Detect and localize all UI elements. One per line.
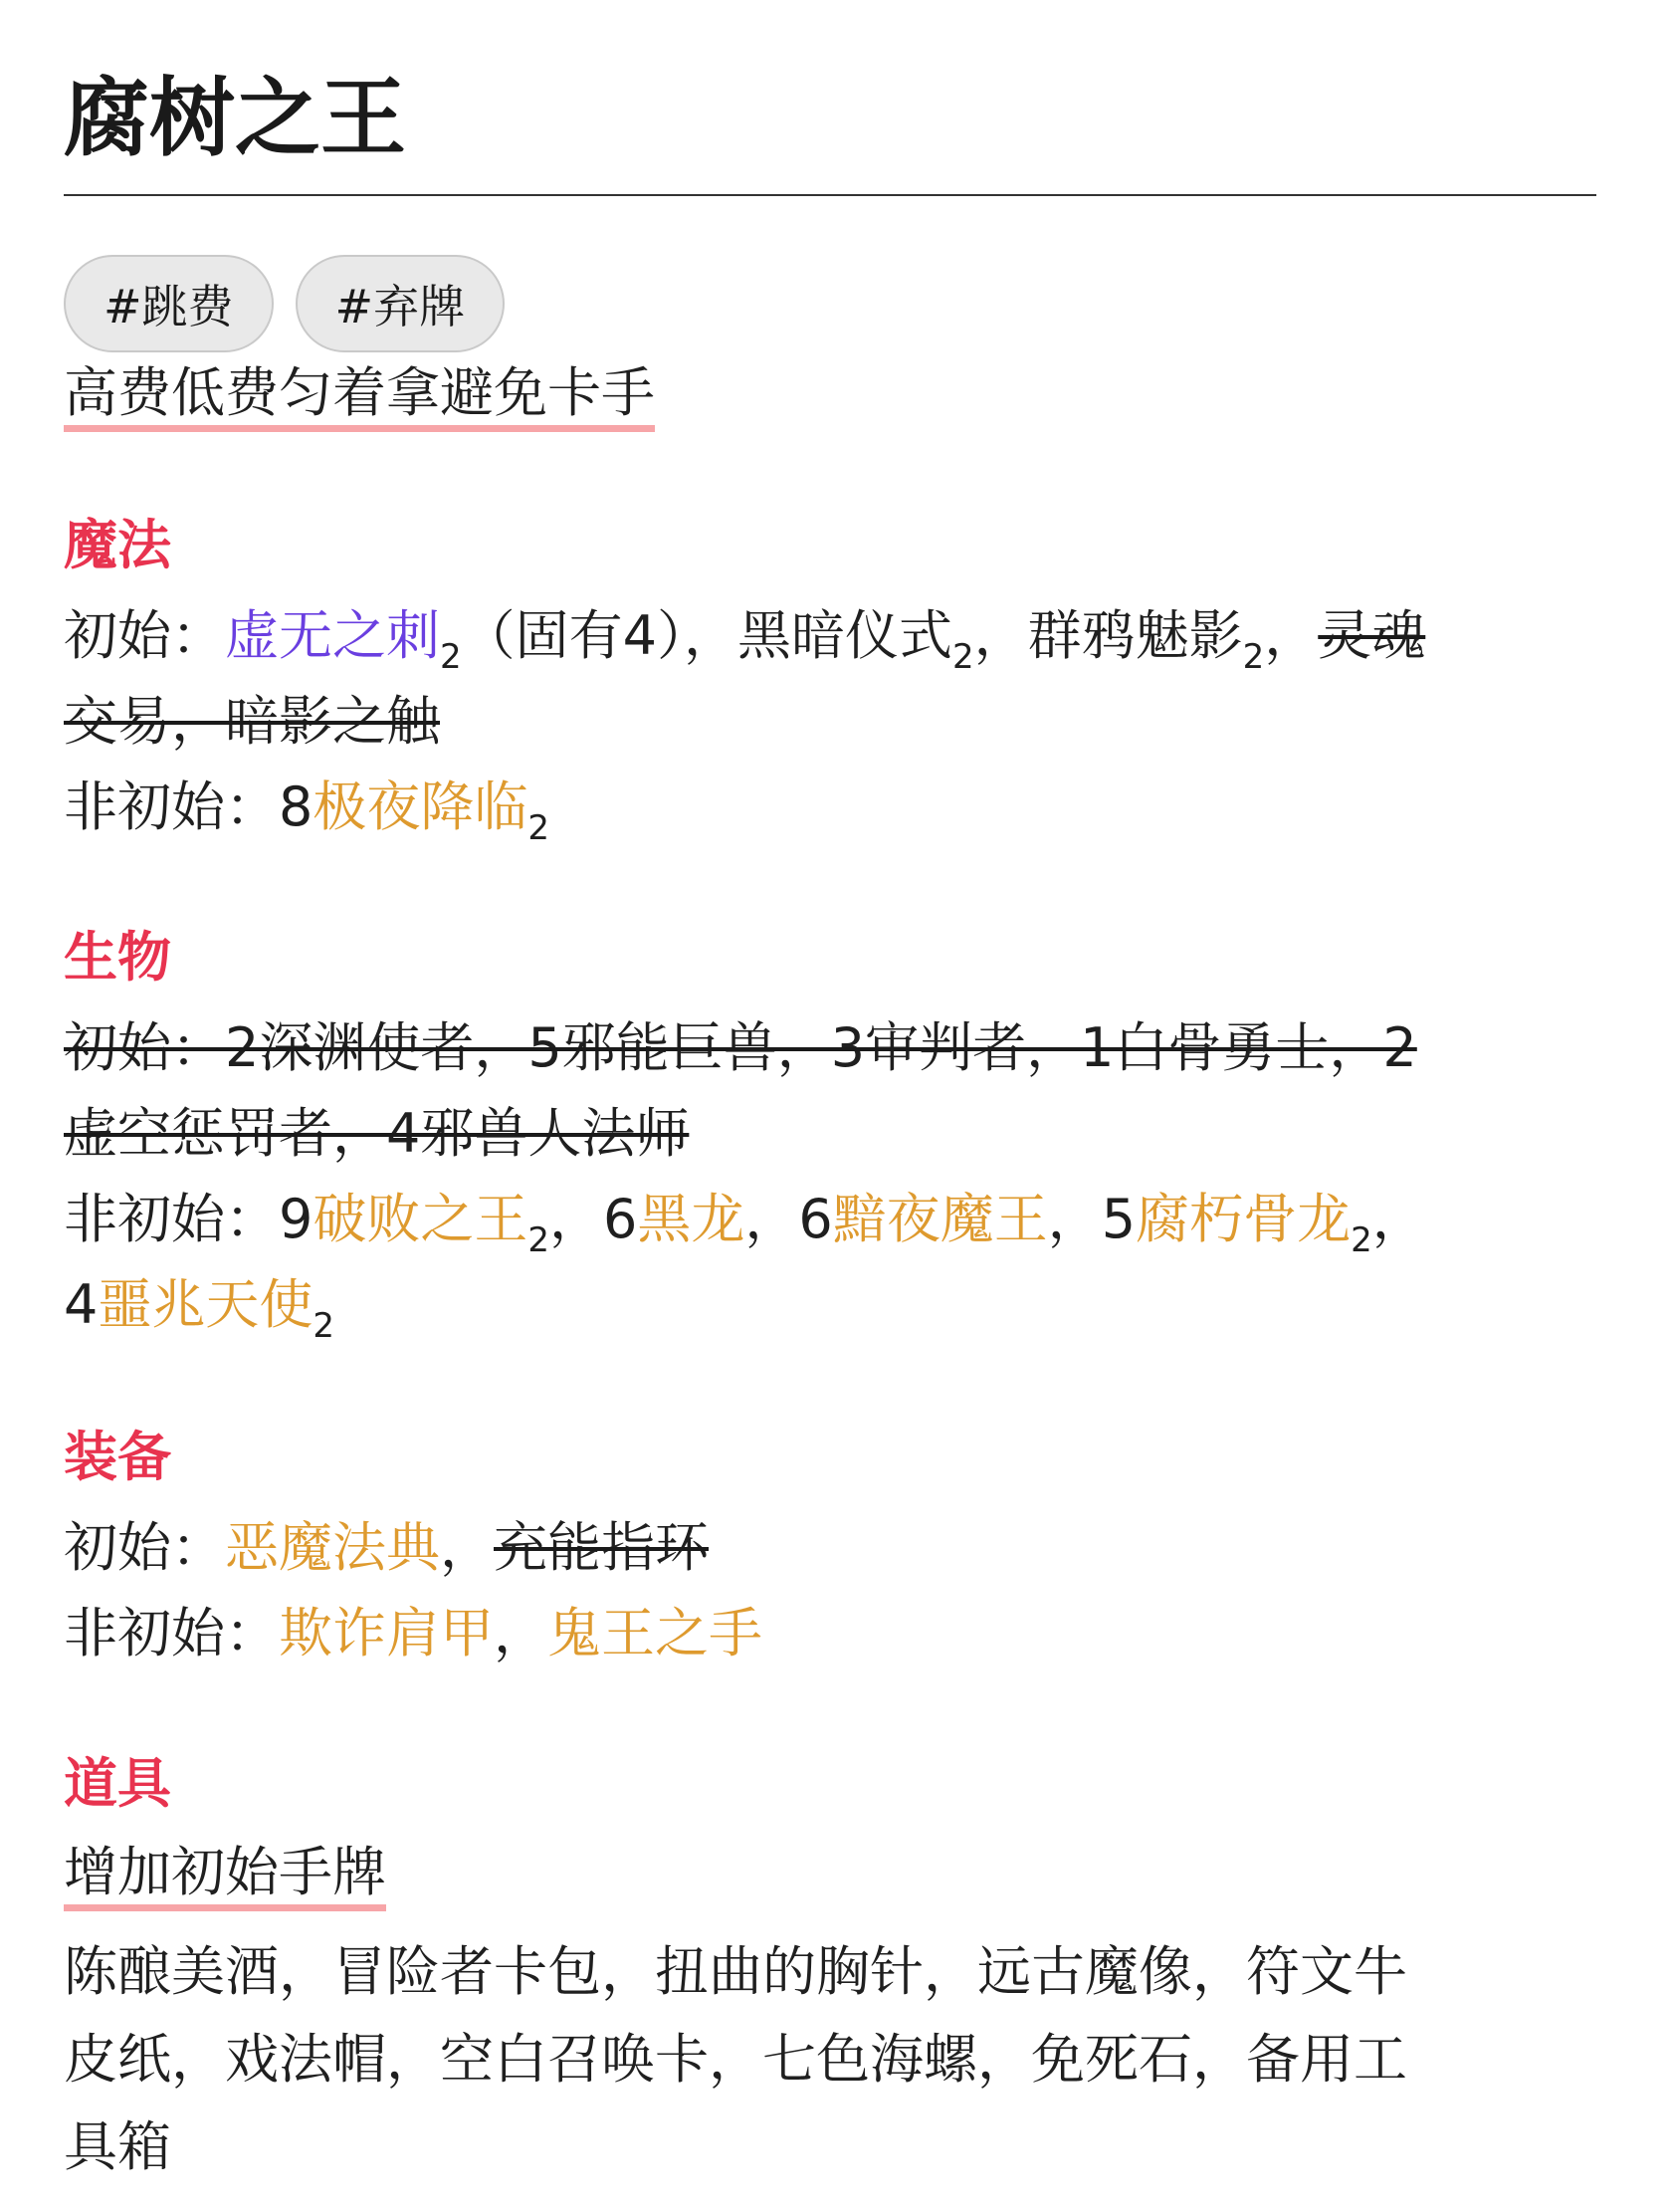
creature-initial-line-2: [64, 1091, 689, 1177]
section-heading-equipment: 装备: [64, 1426, 171, 1488]
equipment-initial-line: [64, 1505, 709, 1591]
magic-initial-line: [64, 593, 1425, 686]
card-cost: 9: [279, 1188, 314, 1250]
intro-text: 高费低费匀着拿避免卡手: [64, 361, 655, 432]
card-rotting-bone-dragon[interactable]: 腐朽骨龙: [1136, 1188, 1352, 1250]
struck-card-text: 灵魂: [1318, 604, 1426, 667]
magic-noninitial-label: 非初始：: [64, 775, 279, 838]
card-raven-phantom: 群鸦魅影: [1027, 604, 1243, 667]
separator: ，: [440, 1516, 494, 1579]
card-demon-tome[interactable]: 恶魔法典: [225, 1516, 440, 1579]
card-cost: 6: [798, 1188, 833, 1250]
card-count: 2: [952, 637, 974, 677]
title-divider: [64, 194, 1596, 196]
items-line-3: 具箱: [64, 2115, 171, 2178]
tag-skip-cost[interactable]: #跳费: [64, 255, 274, 352]
struck-creature-text: 虚空惩罚者，4邪兽人法师: [64, 1102, 690, 1165]
items-line-2: 皮纸，戏法帽，空白召唤卡，七色海螺，免死石，备用工: [64, 2028, 1407, 2091]
struck-creature-text: 初始：2深渊使者，5邪能巨兽，3审判者，1白骨勇士，2: [64, 1016, 1417, 1079]
creature-noninitial-label: 非初始：: [64, 1188, 279, 1250]
section-heading-creature: 生物: [64, 926, 171, 989]
card-ruin-king[interactable]: 破败之王: [313, 1188, 528, 1250]
separator: ，: [1047, 1188, 1102, 1250]
card-count: 2: [527, 808, 549, 848]
section-heading-items: 道具: [64, 1752, 171, 1815]
separator: ，: [494, 1602, 547, 1664]
card-count: 2: [1242, 637, 1265, 677]
creature-initial-line: [64, 1005, 1417, 1091]
equipment-noninitial-line: [64, 1591, 762, 1676]
creature-noninitial-line: [64, 1177, 1426, 1269]
tag-list: [64, 255, 505, 352]
card-cost: 4: [64, 1273, 99, 1336]
equipment-initial-label: 初始：: [64, 1516, 225, 1579]
card-dark-night-demon-king[interactable]: 黯夜魔王: [832, 1188, 1048, 1250]
card-cost: 5: [1101, 1188, 1137, 1250]
section-heading-magic: 魔法: [64, 514, 171, 576]
card-cost: 6: [603, 1188, 638, 1250]
card-count: 2: [527, 1220, 549, 1260]
card-omen-angel[interactable]: 噩兆天使: [98, 1273, 314, 1336]
card-ghost-king-hand[interactable]: 鬼王之手: [547, 1602, 762, 1664]
card-cost: 8: [279, 775, 314, 838]
innate-note: （固有4），: [461, 604, 737, 667]
card-dark-ritual: 黑暗仪式: [737, 604, 952, 667]
card-deceit-pauldron[interactable]: 欺诈肩甲: [279, 1602, 494, 1664]
separator: ，: [549, 1188, 603, 1250]
card-void-thorn[interactable]: 虚无之刺: [225, 604, 440, 667]
separator: ，: [973, 604, 1028, 667]
card-polar-night[interactable]: 极夜降临: [313, 775, 528, 838]
separator: ，: [1371, 1188, 1426, 1250]
card-count: 2: [1351, 1220, 1372, 1260]
magic-initial-label: 初始：: [64, 604, 225, 667]
magic-initial-line-2: [64, 679, 440, 765]
items-line-1: 陈酿美酒，冒险者卡包，扭曲的胸针，远古魔像，符文牛: [64, 1940, 1407, 2003]
intro-line: [64, 350, 655, 436]
struck-card-text: 交易，暗影之触: [64, 690, 440, 753]
card-black-dragon[interactable]: 黑龙: [637, 1188, 745, 1250]
struck-equipment-text: 充能指环: [494, 1516, 709, 1579]
equipment-noninitial-label: 非初始：: [64, 1602, 279, 1664]
items-subheading: 增加初始手牌: [64, 1841, 386, 1911]
page-title: 腐树之王: [64, 69, 406, 168]
creature-noninitial-line-2: [64, 1262, 334, 1355]
items-subheading-line: [64, 1830, 386, 1915]
magic-noninitial-line: [64, 765, 549, 857]
separator: ，: [744, 1188, 799, 1250]
card-count: 2: [313, 1306, 334, 1346]
tag-discard[interactable]: #弃牌: [296, 255, 506, 352]
card-count: 2: [440, 637, 462, 677]
separator: ，: [1264, 604, 1319, 667]
